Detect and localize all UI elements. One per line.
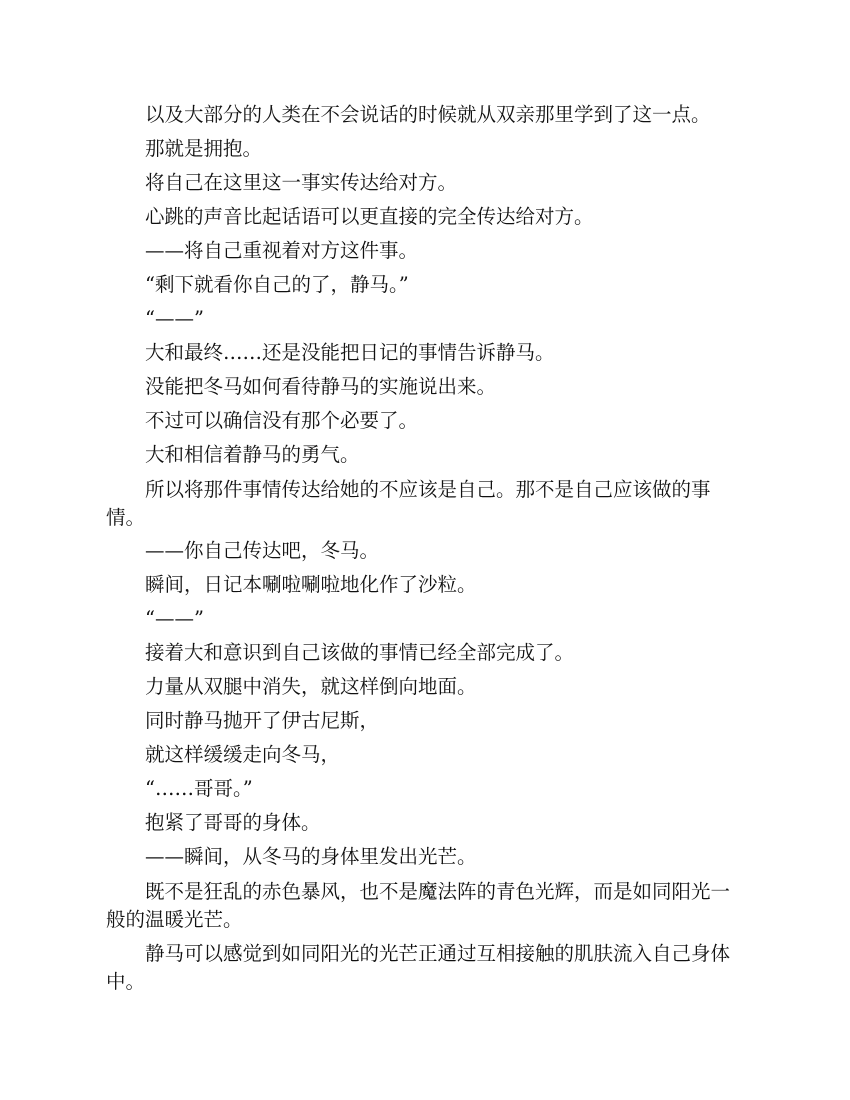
paragraph: ——瞬间，从冬马的身体里发出光芒。 <box>145 845 477 868</box>
paragraph: 不过可以确信没有那个必要了。 <box>145 409 419 432</box>
paragraph: ——你自己传达吧，冬马。 <box>145 539 380 562</box>
paragraph: 接着大和意识到自己该做的事情已经全部完成了。 <box>145 641 575 664</box>
paragraph: 没能把冬马如何看待静马的实施说出来。 <box>145 375 497 398</box>
paragraph: 静马可以感觉到如同阳光的光芒正通过互相接触的肌肤流入自己身体中。 <box>106 942 731 993</box>
paragraph: 就这样缓缓走向冬马， <box>145 743 341 766</box>
paragraph: 抱紧了哥哥的身体。 <box>145 811 321 834</box>
paragraph: 大和最终……还是没能把日记的事情告诉静马。 <box>145 341 555 364</box>
paragraph: “剩下就看你自己的了，静马。” <box>145 273 409 296</box>
paragraph: 大和相信着静马的勇气。 <box>145 443 360 466</box>
paragraph: 同时静马抛开了伊古尼斯， <box>145 709 380 732</box>
paragraph: “——” <box>145 307 204 330</box>
paragraph: 那就是拥抱。 <box>145 137 263 160</box>
paragraph: 心跳的声音比起话语可以更直接的完全传达给对方。 <box>145 205 594 228</box>
text-body <box>106 98 746 998</box>
paragraph: 以及大部分的人类在不会说话的时候就从双亲那里学到了这一点。 <box>145 103 711 126</box>
paragraph: 力量从双腿中消失，就这样倒向地面。 <box>145 675 477 698</box>
paragraph: “……哥哥。” <box>145 777 253 800</box>
paragraph: “——” <box>145 607 204 630</box>
paragraph: 既不是狂乱的赤色暴风，也不是魔法阵的青色光辉，而是如同阳光一般的温暖光芒。 <box>106 880 731 931</box>
paragraph: 所以将那件事情传达给她的不应该是自己。那不是自己应该做的事情。 <box>106 478 711 529</box>
paragraph: ——将自己重视着对方这件事。 <box>145 239 419 262</box>
paragraph: 将自己在这里这一事实传达给对方。 <box>145 171 458 194</box>
paragraph: 瞬间，日记本唰啦唰啦地化作了沙粒。 <box>145 573 477 596</box>
